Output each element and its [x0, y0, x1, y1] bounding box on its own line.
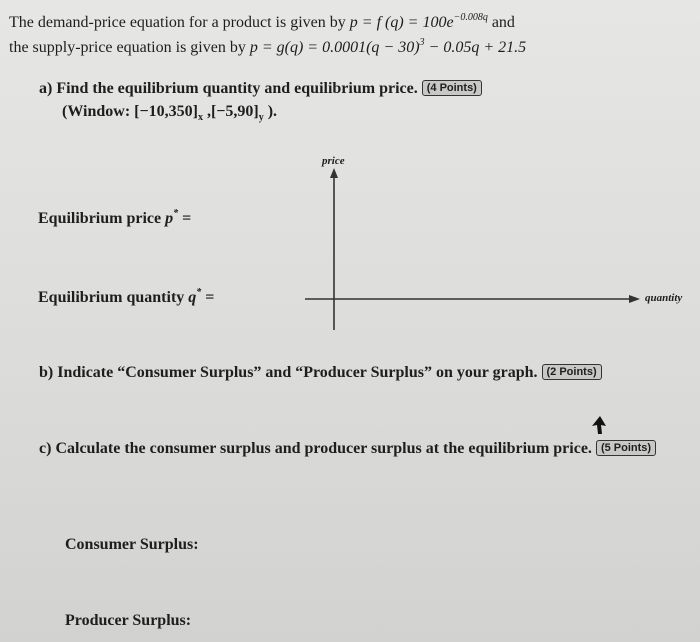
demand-equation: p = f (q) = 100e: [349, 14, 454, 31]
price-var: p: [165, 210, 174, 227]
window-close: ).: [263, 103, 278, 120]
x-axis-label: quantity: [645, 292, 683, 304]
part-c-line: [39, 440, 656, 458]
quantity-star: *: [196, 287, 202, 298]
price-star: *: [173, 208, 179, 219]
intro-text-2: the supply-price equation is given by: [9, 39, 246, 56]
producer-surplus-label: Producer Surplus:: [65, 612, 192, 629]
intro-and: and: [491, 14, 515, 31]
intro-text-1: The demand-price equation for a product is given by: [9, 14, 346, 31]
part-b-points-badge: (2 Points): [542, 364, 602, 380]
window-x-range: (Window: [−10,350]: [62, 103, 198, 120]
y-axis-arrow-icon: [330, 168, 338, 178]
part-c-points-badge: (5 Points): [596, 440, 656, 456]
part-c-text: Calculate the consumer surplus and producer surplus at the equilibrium price.: [55, 440, 592, 457]
quantity-var: q: [188, 289, 197, 306]
price-equals: =: [182, 210, 192, 227]
window-y-range: ,[−5,90]: [202, 103, 259, 120]
part-a-points-badge: (4 Points): [422, 80, 482, 96]
window-x-sub: x: [197, 112, 203, 123]
equilibrium-quantity-label: Equilibrium quantity: [38, 289, 185, 306]
part-a-text: Find the equilibrium quantity and equilibrium price.: [56, 80, 418, 97]
part-b-label: b): [39, 364, 54, 381]
supply-equation: p = g(q) = 0.0001(q − 30): [249, 39, 420, 56]
y-axis-label: price: [322, 155, 345, 167]
part-b-line: [39, 364, 602, 382]
supply-equation-tail: − 0.05q + 21.5: [424, 39, 527, 56]
quantity-equals: =: [205, 289, 215, 306]
part-c-label: c): [39, 440, 52, 457]
equilibrium-price-label: Equilibrium price: [38, 210, 162, 227]
mouse-pointer-icon: [592, 416, 608, 438]
demand-exponent: −0.008q: [453, 12, 488, 23]
consumer-surplus-label: Consumer Surplus:: [65, 536, 199, 553]
part-b-text: Indicate “Consumer Surplus” and “Producer Surplus” on your graph.: [57, 364, 538, 381]
window-y-sub: y: [258, 112, 264, 123]
part-a-label: a): [39, 80, 53, 97]
x-axis-arrow-icon: [629, 295, 640, 303]
supply-exponent: 3: [419, 37, 425, 48]
